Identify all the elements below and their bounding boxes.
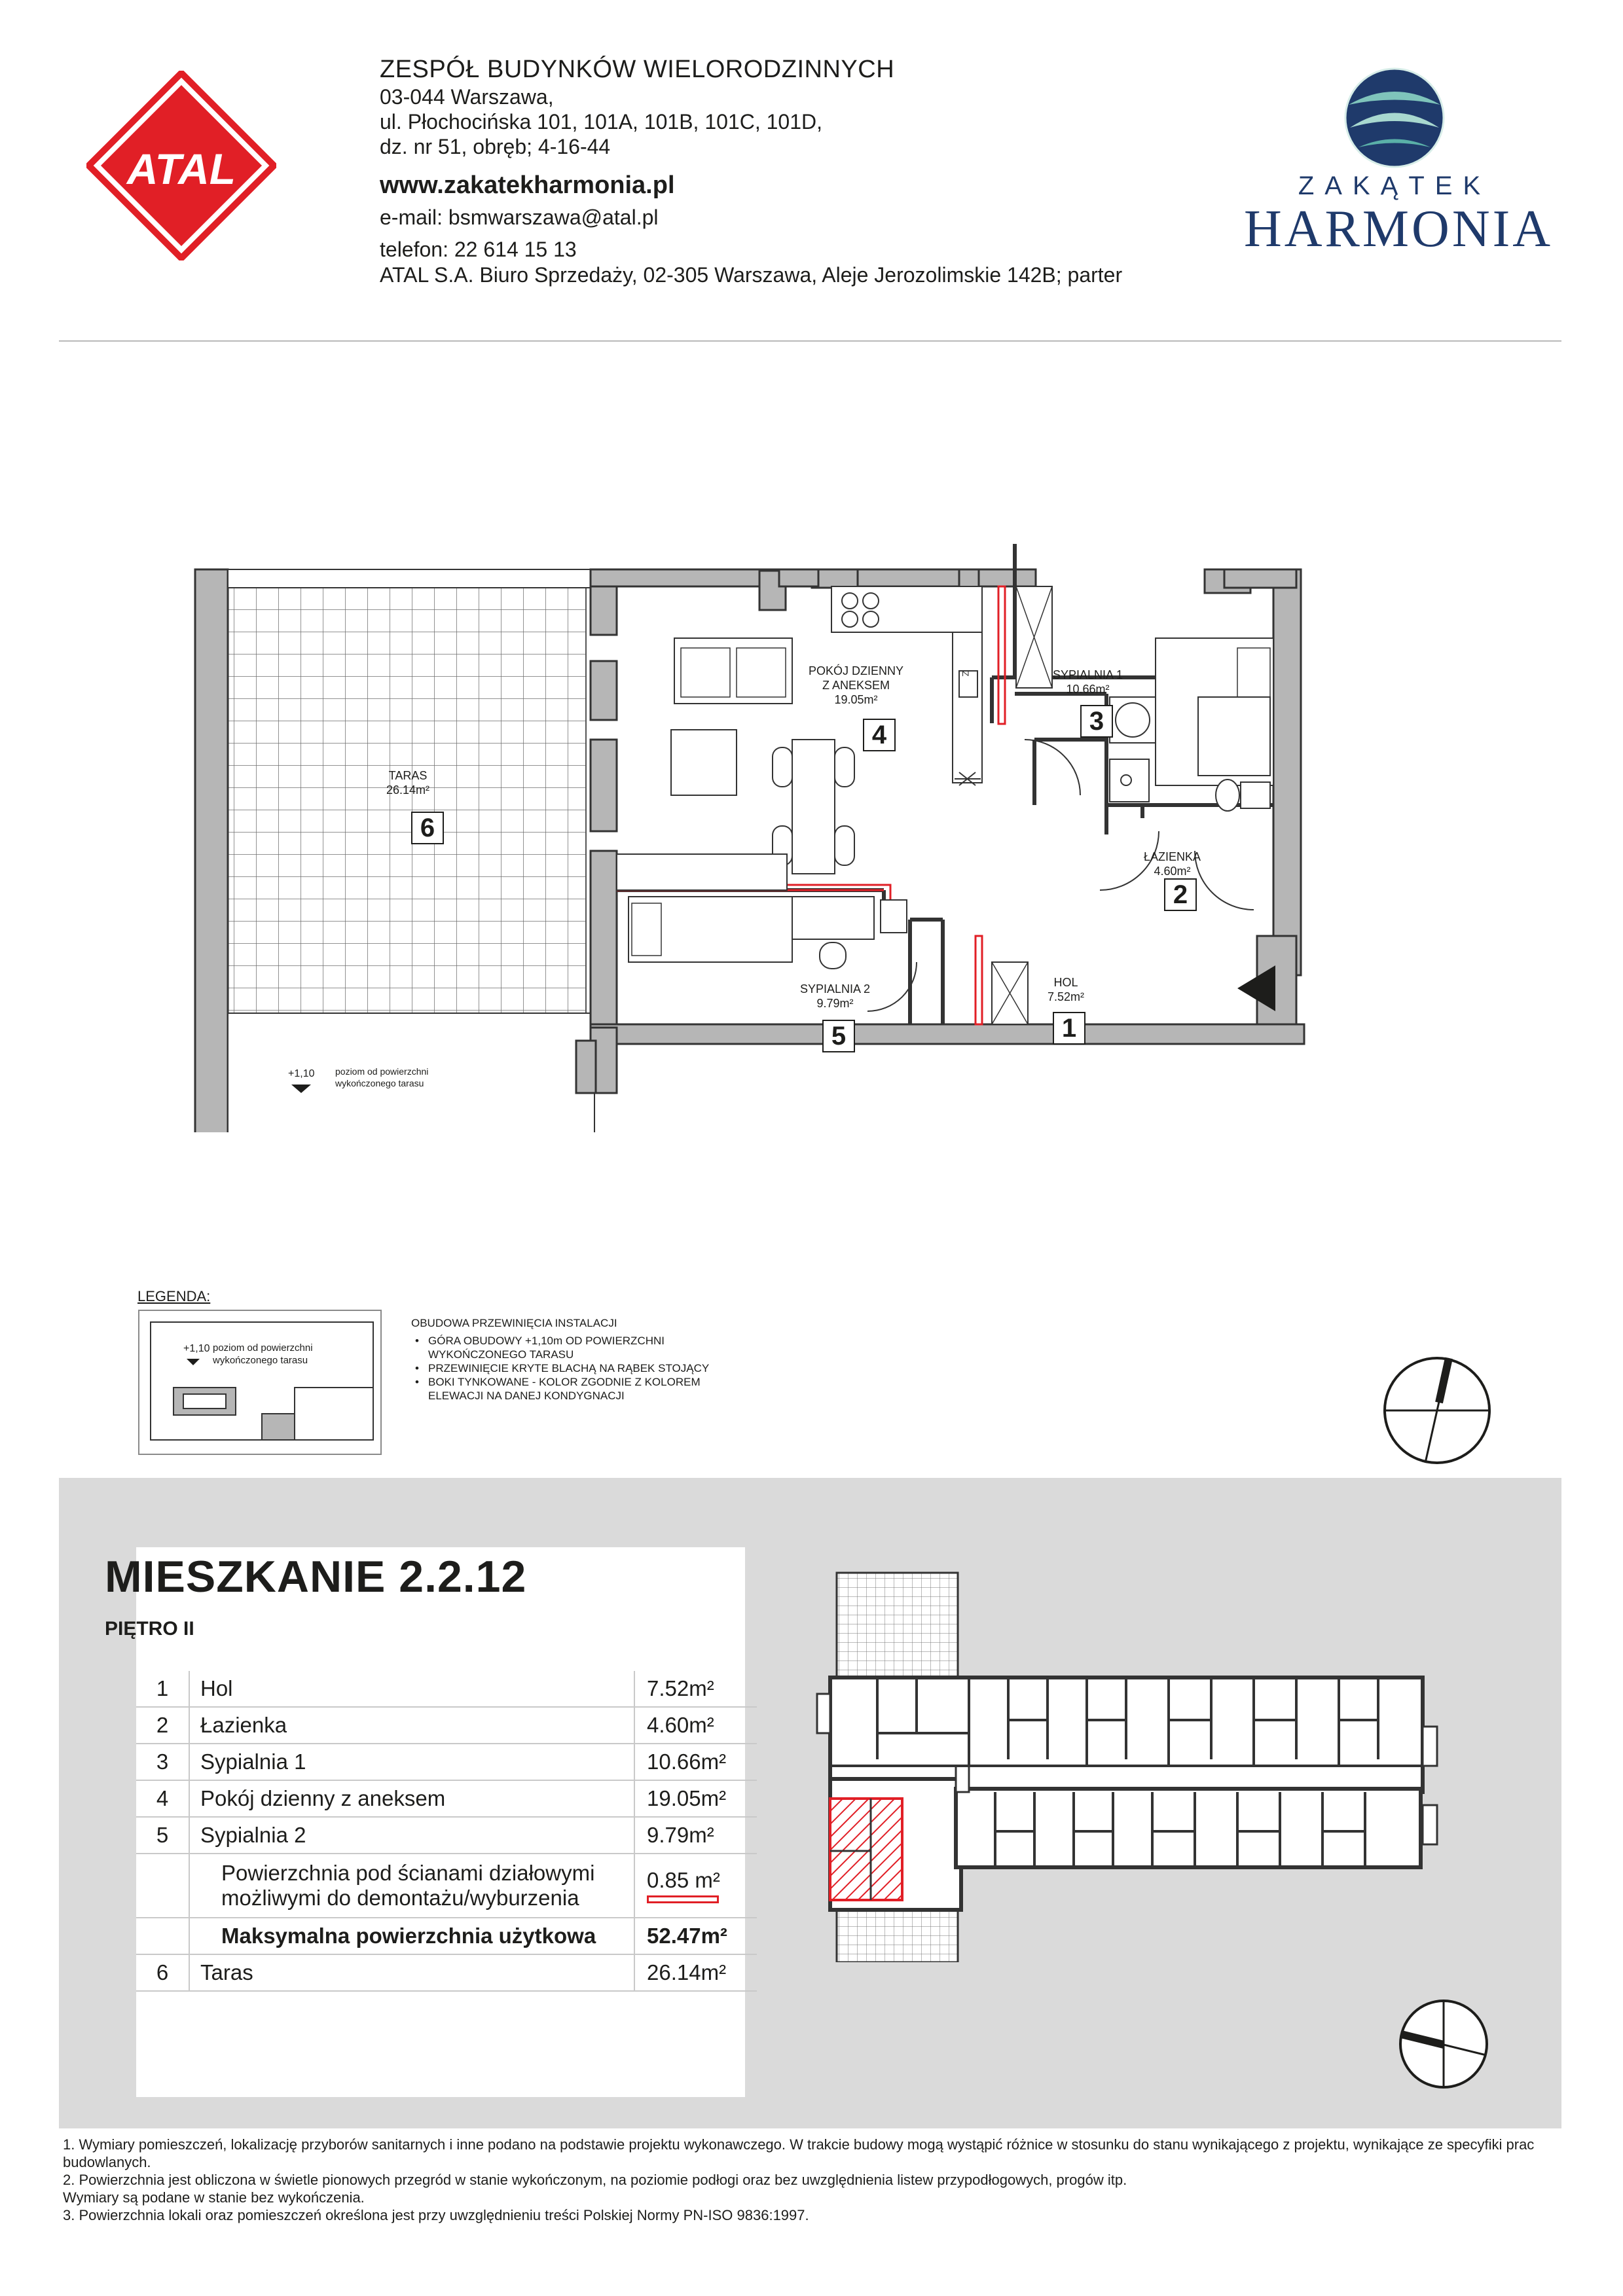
row-number: 1 <box>136 1671 189 1707</box>
harmonia-logo <box>1244 65 1553 262</box>
floor-plan <box>190 543 1342 1132</box>
footnote-2: 2. Powierzchnia jest obliczona w świetle pionowych przegród w stanie wykończonym, na poziomie podłogi oraz bez uwzględnienia listew przypodłogowych, progów itp. <box>63 2172 1127 2188</box>
demolishable-wall-swatch <box>647 1895 719 1903</box>
legend-level-note-2: wykończonego tarasu <box>213 1355 308 1366</box>
room-2-name: ŁAZIENKA <box>1144 850 1201 863</box>
room-4-name-1: POKÓJ DZIENNY <box>809 664 904 677</box>
harmonia-logo-top: ZAKĄTEK <box>1298 171 1491 200</box>
row-value: 26.14m² <box>634 1954 757 1991</box>
room-5-area: 9.79m² <box>816 997 854 1010</box>
legend-heading: OBUDOWA PRZEWINIĘCIA INSTALACJI <box>411 1317 617 1329</box>
header-rule <box>59 340 1561 342</box>
room-6-area: 26.14m² <box>386 783 430 797</box>
row-number: 3 <box>136 1744 189 1780</box>
table-row <box>136 1780 757 1817</box>
header-website[interactable]: www.zakatekharmonia.pl <box>380 171 675 199</box>
terrace-floor <box>226 588 586 1013</box>
max-value: 52.47m² <box>634 1918 757 1954</box>
legend-level-note-1: poziom od powierzchni <box>213 1342 313 1354</box>
table-row <box>136 1671 757 1707</box>
plan-level-note-2: wykończonego tarasu <box>335 1078 424 1088</box>
walls-label-2: możliwymi do demontażu/wyburzenia <box>221 1886 579 1910</box>
legend-diagram <box>137 1309 386 1460</box>
row-name: Pokój dzienny z aneksem <box>189 1780 634 1817</box>
table-row-walls <box>136 1854 757 1918</box>
walls-label-1: Powierzchnia pod ścianami działowymi <box>221 1861 595 1885</box>
room-2-area: 4.60m² <box>1154 865 1191 878</box>
footnotes <box>63 2136 1562 2224</box>
legend-item: • GÓRA OBUDOWY +1,10m OD POWIERZCHNI WYKOŃCZONEGO TARASU <box>411 1334 745 1361</box>
header-address-3: dz. nr 51, obręb; 4-16-44 <box>380 135 611 158</box>
room-3-name: SYPIALNIA 1 <box>1053 668 1123 681</box>
room-4-number: 4 <box>863 719 896 751</box>
fridge-mark: Z <box>960 671 971 677</box>
row-number: 2 <box>136 1707 189 1744</box>
header-address-2: ul. Płochocińska 101, 101A, 101B, 101C, 101D, <box>380 110 822 134</box>
atal-logo <box>86 71 276 260</box>
footnote-3: 3. Powierzchnia lokali oraz pomieszczeń określona jest przy uwzględnieniu treści Polskiej Normy PN-ISO 9836:1997. <box>63 2207 809 2223</box>
room-1-area: 7.52m² <box>1048 990 1085 1003</box>
room-2-number: 2 <box>1164 878 1197 911</box>
table-row <box>136 1817 757 1854</box>
row-name: Łazienka <box>189 1707 634 1744</box>
footnote-2b: Wymiary są podane w stanie bez wykończenia. <box>63 2189 365 2206</box>
room-4-area: 19.05m² <box>834 693 878 706</box>
max-label: Maksymalna powierzchnia użytkowa <box>189 1918 634 1954</box>
footnote-1: 1. Wymiary pomieszczeń, lokalizację przyborów sanitarnych i inne podano na podstawie projektu wykonawczego. W trakcie budowy mogą wystąpić różnice w stosunku do stanu wynikającego z projektu, wynikające ze specyfiki prac budowlanych. <box>63 2136 1535 2170</box>
room-6-number: 6 <box>411 812 444 844</box>
room-5-name: SYPIALNIA 2 <box>800 982 871 996</box>
room-5-number: 5 <box>822 1020 855 1052</box>
apartment-title: MIESZKANIE 2.2.12 <box>105 1552 527 1602</box>
rooms-table <box>136 1671 757 1992</box>
table-row <box>136 1744 757 1780</box>
room-4-name-2: Z ANEKSEM <box>822 679 890 692</box>
table-row <box>136 1707 757 1744</box>
row-value: 4.60m² <box>634 1707 757 1744</box>
room-3-number: 3 <box>1080 705 1113 738</box>
room-6-name: TARAS <box>388 769 428 782</box>
legend-item: • BOKI TYNKOWANE - KOLOR ZGODNIE Z KOLOREM ELEWACJI NA DANEJ KONDYGNACJI <box>411 1375 745 1403</box>
plan-level-mark: +1,10 <box>288 1068 315 1079</box>
header-title: ZESPÓŁ BUDYNKÓW WIELORODZINNYCH <box>380 56 895 83</box>
row-value: 19.05m² <box>634 1780 757 1817</box>
compass-icon <box>1378 1352 1496 1469</box>
legend-title: LEGENDA: <box>137 1288 211 1304</box>
row-value: 9.79m² <box>634 1817 757 1854</box>
harmonia-logo-bottom: HARMONIA <box>1244 200 1553 258</box>
compass-icon <box>1395 1995 1493 2093</box>
room-1-number: 1 <box>1053 1012 1085 1045</box>
row-number: 6 <box>136 1954 189 1991</box>
row-number: 5 <box>136 1817 189 1854</box>
apartment-floor: PIĘTRO II <box>105 1618 194 1640</box>
legend-item: • PRZEWINIĘCIE KRYTE BLACHĄ NA RĄBEK STOJĄCY <box>411 1361 745 1375</box>
row-value: 10.66m² <box>634 1744 757 1780</box>
room-1-name: HOL <box>1053 976 1078 989</box>
atal-logo-text: ATAL <box>126 145 236 193</box>
header-email[interactable]: e-mail: bsmwarszawa@atal.pl <box>380 206 659 229</box>
row-name: Sypialnia 2 <box>189 1817 634 1854</box>
row-name: Hol <box>189 1671 634 1707</box>
row-name: Sypialnia 1 <box>189 1744 634 1780</box>
table-row <box>136 1954 757 1991</box>
row-name: Taras <box>189 1954 634 1991</box>
room-3-area: 10.66m² <box>1066 683 1110 696</box>
building-key-plan <box>812 1570 1493 1962</box>
table-row-max <box>136 1918 757 1954</box>
row-value: 7.52m² <box>634 1671 757 1707</box>
header-office: ATAL S.A. Biuro Sprzedaży, 02-305 Warszawa, Aleje Jerozolimskie 142B; parter <box>380 263 1123 287</box>
row-number: 4 <box>136 1780 189 1817</box>
plan-level-note-1: poziom od powierzchni <box>335 1066 429 1077</box>
walls-value: 0.85 m² <box>647 1868 720 1892</box>
header-phone: telefon: 22 614 15 13 <box>380 238 577 261</box>
header-address-1: 03-044 Warszawa, <box>380 85 554 109</box>
legend-level-mark: +1,10 <box>183 1343 210 1354</box>
